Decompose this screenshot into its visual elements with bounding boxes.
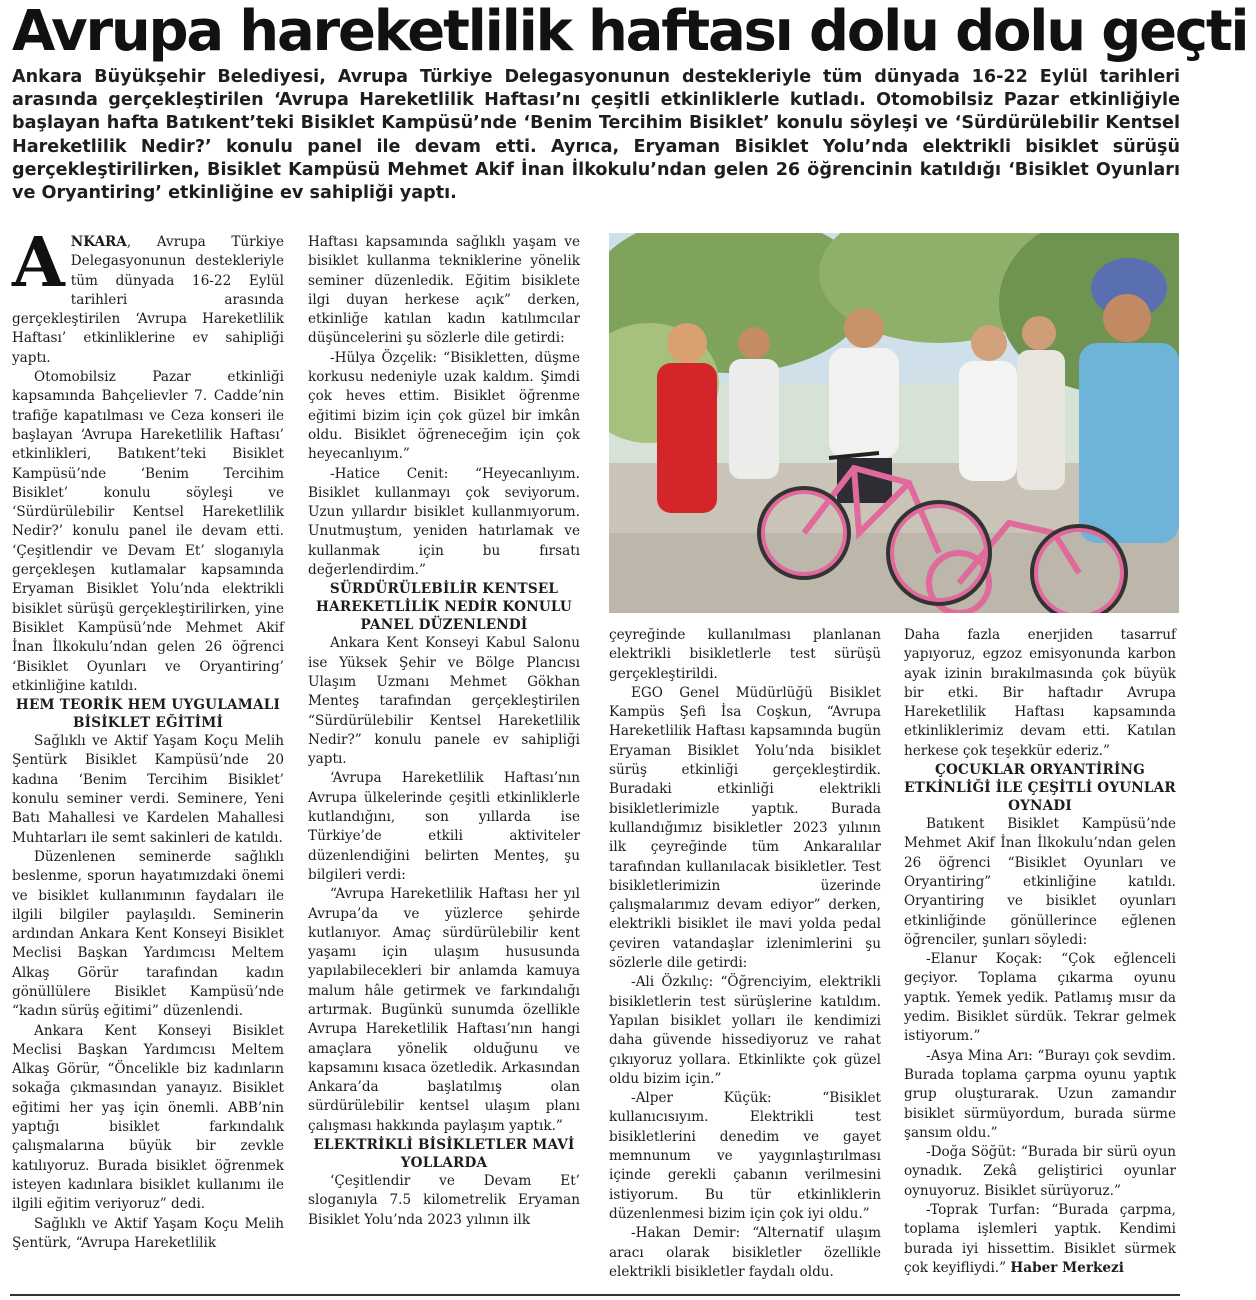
subheading-bisiklet-egitimi: HEM TEORİK HEM UYGULAMALI BİSİKLET EĞİTİMİ [15,697,281,732]
paragraph: Batıkent Bisiklet Kampüsü’nde Mehmet Akif İnan İlkokulu’ndan gelen 26 öğrenci “Bisiklet Oyunları ve Oryantiring” etkinliğine katıldı. Oryantiring ve bisiklet oyunları etkinliğinde gönüllerince eğlenen öğrenciler, şunları söyledi: [904,816,1176,948]
subheading-elektrikli-bisikletler: ELEKTRİKLİ BİSİKLETLER MAVİ YOLLARDA [313,1137,575,1172]
article-headline: Avrupa hareketlilik haftası dolu dolu geçti [12,0,1248,64]
bottom-divider [10,1294,1180,1296]
paragraph: Daha fazla enerjiden tasarruf yapıyoruz, egzoz emisyonunda karbon ayak izinin bırakılmasında çok büyük bir etki. Bir haftadır Avrupa Hareketlilik Haftası kapsamında etkinliklerimiz devam etti. Katılan herkese çok teşekkür ederiz.” [904,627,1176,759]
quote-text: -Toprak Turfan: “Burada çarpma, toplama işlemleri yaptık. Kendimi burada iyi hissettim. Bisiklet sürmek çok keyifliydi.” [904,1202,1176,1276]
quote-paragraph: “Avrupa Hareketlilik Haftası her yıl Avrupa’da ve yüzlerce şehirde kutlanıyor. Amaç sürdürülebilir kent yaşamı için ulaşım hususunda yapılabilecekleri bir anlamda kamuya malum hâle getirmek ve farkındalığı artırmak. Bugünkü sunumda özellikle Avrupa Hareketlilik Haftası’nın hangi amaçlara yönelik olduğunu ve kapsamını kısaca özetledik. Arkasından Ankara’da başlatılmış olan sürdürülebilir kentsel ulaşım planı çalışması hakkında paylaşım yaptık.” [308,886,580,1134]
paragraph: ‘Avrupa Hareketlilik Haftası’nın Avrupa ülkelerinde çeşitli etkinliklerle kutlandığını, son yıllarda ise Türkiye’de etkili aktiviteler düzenlendiğini belirten Menteş, şu bilgileri verdi: [308,770,580,883]
cyclists-photo [609,233,1179,613]
paragraph: EGO Genel Müdürlüğü Bisiklet Kampüs Şefi İsa Coşkun, “Avrupa Hareketlilik Haftası kapsamında bugün Eryaman Bisiklet Yolu’nda bisiklet sürüş etkinliği gerçekleştirdik. Buradaki etkinliği elektrikli bisikletlerimizle yaptık. Burada kullandığımız bisikletler 2023 yılının ilk çeyreğinde tüm Ankaralılar tarafından kullanılacak bisikletler. Test bisikletlerimizin üzerinde çalışmalarımız devam ediyor” derken, elektrikli bisiklet ile mavi yolda pedal çeviren vatandaşlar izlenimlerini şu sözlerle dile getirdi: [609,684,881,972]
paragraph: Ankara Kent Konseyi Kabul Salonu ise Yüksek Şehir ve Bölge Plancısı Ulaşım Uzmanı Mehmet Gökhan Menteş tarafından gerçekleştirilen “Sürdürülebilir Kentsel Hareketlilik Nedir?” konulu panele ev sahipliği yaptı. [308,635,580,768]
drop-cap: A [12,223,65,303]
quote-paragraph: -Hülya Özçelik: “Bisikletten, düşme korkusu nedeniyle uzak kaldım. Şimdi çok heves ettim. Bisiklet öğrenme eğitimi bizim için çok güzel bir imkân oldu. Bisiklet öğreneceğim için çok heyecanlıyım.” [308,349,580,463]
column-3 [609,626,881,1282]
paragraph: Otomobilsiz Pazar etkinliği kapsamında Bahçelievler 7. Cadde’nin trafiğe kapatılması ve Ceza konseri ile başlayan ‘Avrupa Hareketlilik Haftası’ etkinlikleri, Batıkent’teki Bisiklet Kampüsü’nde ‘Benim Tercihim Bisiklet’ konulu söyleşi ve ‘Sürdürülebilir Kentsel Hareketlilik Nedir?’ konulu panel ile devam etti. ‘Çeşitlendir ve Devam Et’ sloganıyla gerçekleşen kutlamalar kapsamında Eryaman Bisiklet Yolu’nda elektrikli bisiklet sürüşü gerçekleştirilirken, yine Bisiklet Kampüsü’nde Mehmet Akif İnan İlkokulu’ndan gelen 26 öğrenci ‘Bisiklet Oyunları ve Oryantiring’ etkinliğine katıldı. [12,369,284,694]
paragraph: çeyreğinde kullanılması planlanan elektrikli bisikletlerle test sürüşü gerçekleştirildi. [609,627,881,682]
column-1-intro [12,223,284,368]
quote-paragraph: -Hatice Cenit: “Heyecanlıyım. Bisiklet kullanmayı çok seviyorum. Uzun yıllardır bisiklet kullanmıyorum. Unutmuştum, yeniden hatırlamak ve kullanmak için bu fırsatı değerlendirdim.” [308,465,580,579]
column-2 [308,233,580,1230]
paragraph: Sağlıklı ve Aktif Yaşam Koçu Melih Şentürk Bisiklet Kampüsü’nde 20 kadına ‘Benim Tercihim Bisiklet’ konulu seminer verdi. Seminere, Yeni Batı Mahallesi ve Kardelen Mahallesi Muhtarları ile semt sakinleri de katıldı. [12,733,284,846]
quote-paragraph: -Doğa Söğüt: “Burada bir sürü oyun oynadık. Zekâ geliştirici oyunlar oynuyoruz. Bisiklet sürüyoruz.” [904,1144,1176,1199]
paragraph: Haftası kapsamında sağlıklı yaşam ve bisiklet kullanma tekniklerine yönelik seminer düzenledik. Eğitim bisiklete ilgi duyan herkese açık” derken, etkinliğe katılan kadın katılımcılar düşüncelerini şu sözlerle dile getirdi: [308,234,580,347]
quote-paragraph: -Elanur Koçak: “Çok eğlenceli geçiyor. Toplama çıkarma oyunu yaptık. Yemek yedik. Patlamış mısır da yedim. Bisiklet sürdük. Tekrar gelmek istiyorum.” [904,951,1176,1045]
byline: Haber Merkezi [1010,1259,1124,1276]
column-1 [12,223,284,1253]
intro-text: , Avrupa Türkiye Delegasyonunun destekleriyle tüm dünyada 16-22 Eylül tarihleri arasında gerçekleştirilen ‘Avrupa Hareketlilik Haftası’ etkinliklerine ev sahipliği yaptı. [12,234,284,366]
quote-paragraph [904,1201,1176,1278]
paragraph: ‘Çeşitlendir ve Devam Et’ sloganıyla 7.5 kilometrelik Eryaman Bisiklet Yolu’nda 2023 yılının ilk [308,1173,580,1228]
paragraph: Ankara Kent Konseyi Bisiklet Meclisi Başkan Yardımcısı Meltem Alkaş Görür, “Öncelikle biz kadınların sokağa çıkmasından yanayız. Bisiklet eğitimi her yaş için önemli. ABB’nin yaptığı bisiklet farkındalık çalışmalarına büyük bir zevkle katılıyoruz. Burada bisiklet öğrenmek isteyen kadınlara bisiklet kullanımı ile ilgili eğitim veriyoruz” dedi. [12,1022,284,1213]
quote-paragraph: -Alper Küçük: “Bisiklet kullanıcısıyım. Elektrikli test bisikletlerini denedim ve gayet memnunum ve yaygınlaştırılması içinde gerekli çabanın verilmesini istiyorum. Bu tür etkinliklerin düzenlenmesi bizim için çok iyi oldu.” [609,1090,881,1222]
paragraph: Sağlıklı ve Aktif Yaşam Koçu Melih Şentürk, “Avrupa Hareketlilik [12,1215,284,1251]
paragraph: Düzenlenen seminerde sağlıklı beslenme, sporun hayatımızdaki önemi ve bisiklet kullanımının faydaları ile ilgili bilgiler paylaşıldı. Seminerin ardından Ankara Kent Konseyi Bisiklet Meclisi Başkan Yardımcısı Meltem Alkaş Görür tarafından kadın gönüllülere Bisiklet Kampüsü’nde “kadın sürüş eğitimi” düzenlendi. [12,848,284,1020]
lead-word: NKARA [70,234,127,250]
quote-paragraph: -Hakan Demir: “Alternatif ulaşım aracı olarak bisikletler özellikle elektrikli bisikletler faydalı oldu. [609,1225,881,1280]
subheading-panel: SÜRDÜRÜLEBİLİR KENTSEL HAREKETLİLİK NEDİR KONULU PANEL DÜZENLENDİ [316,581,572,634]
photo-illustration [609,233,1179,613]
column-4 [904,626,1176,1278]
subheading-cocuklar-oryantiring: ÇOCUKLAR ORYANTİRİNG ETKİNLİĞİ İLE ÇEŞİTLİ OYUNLAR OYNADI [904,762,1176,815]
quote-paragraph: -Asya Mina Arı: “Burayı çok sevdim. Burada toplama çarpma oyunu yaptık grup oluşturarak. Uzun zamandır bisiklet sürmüyordum, burada sürme şansım oldu.” [904,1047,1176,1141]
article-lead: Ankara Büyükşehir Belediyesi, Avrupa Türkiye Delegasyonunun destekleriyle tüm dünyada 16-22 Eylül tarihleri arasında gerçekleştirilen ‘Avrupa Hareketlilik Haftası’nı çeşitli etkinliklerle kutladı. Otomobilsiz Pazar etkinliğiyle başlayan hafta Batıkent’teki Bisiklet Kampüsü’nde ‘Benim Tercihim Bisiklet’ konulu söyleşi ve ‘Sürdürülebilir Kentsel Hareketlilik Nedir?’ konulu panel ile devam etti. Ayrıca, Eryaman Bisiklet Yolu’nda elektrikli bisiklet sürüşü gerçekleştirilirken, Bisiklet Kampüsü Mehmet Akif İnan İlkokulu’ndan gelen 26 öğrencinin katıldığı ‘Bisiklet Oyunları ve Oryantiring’ etkinliğine ev sahipliği yaptı. [12,67,1180,204]
quote-paragraph: -Ali Özkılıç: “Öğrenciyim, elektrikli bisikletlerin test sürüşlerine katıldım. Yapılan bisiklet yolları ile kendimizi daha güvende hissediyoruz ve rahat çıkıyoruz yollara. Etkinlikte çok güzel oldu bizim için.” [609,974,881,1087]
